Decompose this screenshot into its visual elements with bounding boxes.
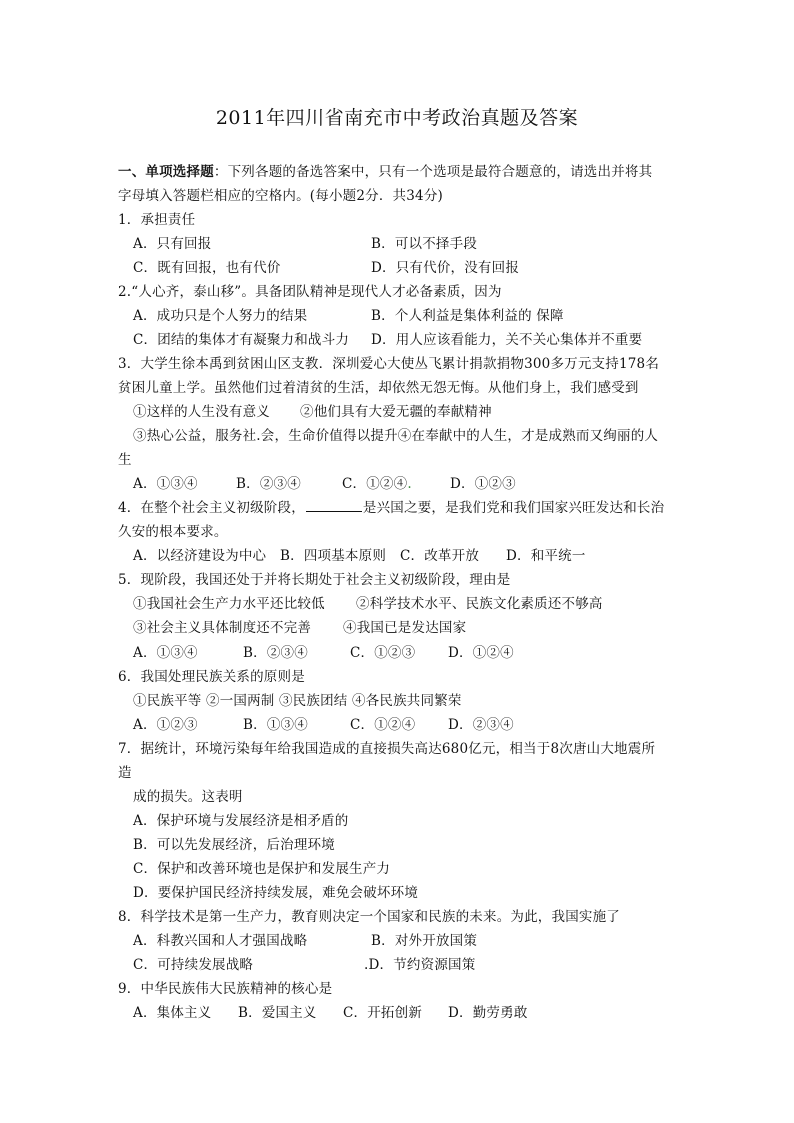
q3-option-c-mark: . xyxy=(407,476,412,492)
q8-stem: 8．科学技术是第一生产力，教育则决定一个国家和民族的未来。为此，我国实施了 xyxy=(118,909,620,925)
q5-statement-4: ④我国已是发达国家 xyxy=(343,620,467,636)
q7-stem-line-2: 造 xyxy=(118,765,132,781)
q1-option-b: B．可以不择手段 xyxy=(371,236,478,252)
q2-option-b: B．个人利益是集体利益的 保障 xyxy=(371,308,564,324)
q9-option-b: B．爱国主义 xyxy=(238,1005,317,1021)
q3-option-b: B．②③④ xyxy=(236,476,301,492)
q3-statement-3-cont: 生 xyxy=(118,452,132,468)
q7-stem-line-3: 成的损失。这表明 xyxy=(133,789,243,805)
q5-stem: 5．现阶段，我国还处于并将长期处于社会主义初级阶段，理由是 xyxy=(118,572,511,588)
q6-statements: ①民族平等 ②一国两制 ③民族团结 ④各民族共同繁荣 xyxy=(133,693,462,709)
q1-option-d: D．只有代价，没有回报 xyxy=(371,260,520,276)
q6-option-d: D．②③④ xyxy=(448,717,514,733)
section-intro-line-1 xyxy=(118,162,652,182)
q4-option-a: A．以经济建设为中心 xyxy=(133,548,267,564)
q8-option-d: .D．节约资源国策 xyxy=(364,957,476,973)
q2-option-c: C．团结的集体才有凝聚力和战斗力 xyxy=(133,332,350,348)
q4-stem-pre: 4．在整个社会主义初级阶段， xyxy=(118,500,305,516)
q9-stem: 9．中华民族伟大民族精神的核心是 xyxy=(118,981,333,997)
q5-option-a: A．①③④ xyxy=(133,645,198,661)
q5-option-d: D．①②④ xyxy=(448,645,514,661)
q7-stem-line-1: 7．据统计，环境污染每年给我国造成的直接损失高达680亿元，相当于8次唐山大地震所 xyxy=(118,741,656,757)
q6-option-a: A．①②③ xyxy=(133,717,198,733)
q3-option-c-text: C．①②④ xyxy=(342,476,408,492)
q7-option-a: A．保护环境与发展经济是相矛盾的 xyxy=(133,813,349,829)
q5-statement-3: ③社会主义具体制度还不完善 xyxy=(133,620,312,636)
q7-option-b: B．可以先发展经济，后治理环境 xyxy=(133,837,335,853)
q8-option-c: C．可持续发展战略 xyxy=(133,957,254,973)
q7-option-c: C．保护和改善环境也是保护和发展生产力 xyxy=(133,861,391,877)
section-intro-line-2: 字母填入答题栏相应的空格内。(每小题2分．共34分) xyxy=(118,188,444,204)
q5-option-b: B．②③④ xyxy=(243,645,308,661)
q4-stem-line-1 xyxy=(118,498,664,518)
q4-option-c: C．改革开放 xyxy=(400,548,480,564)
q4-answer-blank[interactable] xyxy=(306,499,362,512)
q4-stem-post: 是兴国之要，是我们党和我们国家兴旺发达和长治 xyxy=(362,500,665,516)
q6-option-c: C．①②④ xyxy=(350,717,416,733)
section-heading: 一、单项选择题 xyxy=(118,164,214,180)
q5-statement-1: ①我国社会生产力水平还比较低 xyxy=(133,596,325,612)
q9-option-d: D．勤劳勇敢 xyxy=(448,1005,528,1021)
q2-option-a: A．成功只是个人努力的结果 xyxy=(133,308,308,324)
section-intro-text: ：下列各题的备选答案中，只有一个选项是最符合题意的，请选出并将其 xyxy=(213,164,653,180)
q2-stem: 2.“人心齐，泰山移”。具备团队精神是现代人才必备素质，因为 xyxy=(118,284,502,300)
q3-stem-line-2: 贫困儿童上学。虽然他们过着清贫的生活，却依然无怨无悔。从他们身上，我们感受到 xyxy=(118,380,639,396)
q9-option-c: C．开拓创新 xyxy=(343,1005,423,1021)
q6-option-b: B．①③④ xyxy=(243,717,308,733)
q6-stem: 6．我国处理民族关系的原则是 xyxy=(118,669,305,685)
q3-statement-3: ③热心公益，服务社.会，生命价值得以提升④在奉献中的人生，才是成熟而又绚丽的人 xyxy=(133,428,659,444)
q3-statement-2: ②他们具有大爱无疆的奉献精神 xyxy=(300,404,492,420)
q1-option-a: A．只有回报 xyxy=(133,236,212,252)
q4-option-b: B．四项基本原则 xyxy=(280,548,387,564)
q5-statement-2: ②科学技术水平、民族文化素质还不够高 xyxy=(356,596,603,612)
q3-option-d: D．①②③ xyxy=(450,476,516,492)
q5-option-c: C．①②③ xyxy=(350,645,416,661)
q2-option-d: D．用人应该看能力，关不关心集体并不重要 xyxy=(371,332,643,348)
q3-stem-line-1: 3．大学生徐本禹到贫困山区支教．深圳爱心大使丛飞累计捐款捐物300多万元支持178名 xyxy=(118,356,660,372)
q1-stem: 1．承担责任 xyxy=(118,212,196,228)
q4-option-d: D．和平统一 xyxy=(506,548,586,564)
q3-statement-1: ①这样的人生没有意义 xyxy=(133,404,270,420)
q4-stem-line-2: 久安的根本要求。 xyxy=(118,524,228,540)
q3-option-c xyxy=(342,474,412,494)
q8-option-b: B．对外开放国策 xyxy=(371,933,478,949)
q1-option-c: C．既有回报，也有代价 xyxy=(133,260,281,276)
q7-option-d: D．要保护国民经济持续发展，难免会破坏环境 xyxy=(133,885,419,901)
q9-option-a: A．集体主义 xyxy=(133,1005,212,1021)
page-title: 2011年四川省南充市中考政治真题及答案 xyxy=(215,107,579,129)
q8-option-a: A．科教兴国和人才强国战略 xyxy=(133,933,308,949)
q3-option-a: A．①③④ xyxy=(133,476,198,492)
